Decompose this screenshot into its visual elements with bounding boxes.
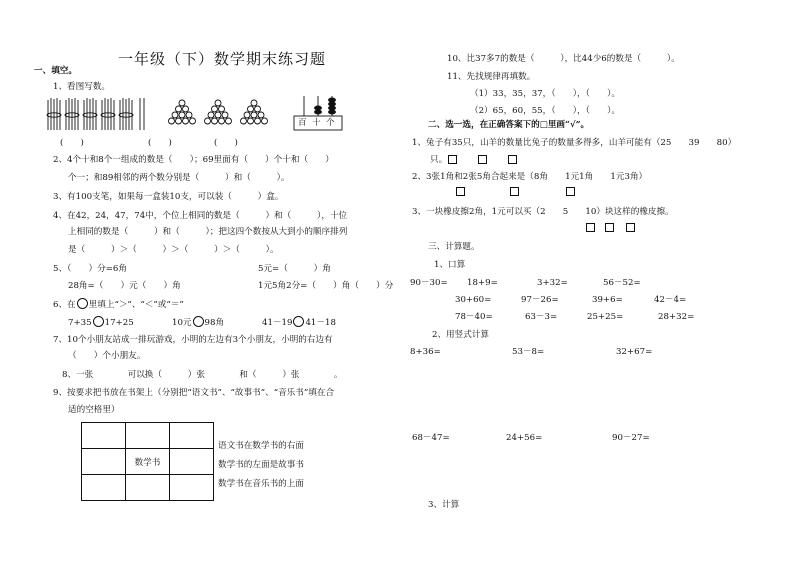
question-5-item-2: 5元=（ ）角: [258, 264, 331, 274]
checkbox-10[interactable]: [626, 223, 635, 232]
oral-item: 28+32=: [658, 312, 695, 322]
vertical-item: 32+67=: [616, 347, 653, 357]
vertical-item: 53－8=: [512, 347, 545, 357]
oral-item: 78－40=: [455, 312, 493, 322]
choice-2: 2、3张1角和2张5角合起来是（8角 1元1角 1元3角）: [412, 172, 648, 182]
section-3-heading: 三、计算题。: [428, 242, 480, 252]
checkbox-5[interactable]: [605, 223, 614, 232]
oral-item: 39+6=: [592, 295, 623, 305]
ball-pyramids-icon: [169, 100, 268, 124]
circle-blank-icon[interactable]: [193, 316, 204, 327]
shelf-cell[interactable]: [82, 423, 126, 449]
shelf-cell[interactable]: [170, 449, 214, 475]
section-2-heading: 二、选一选，在正确答案下的□里画“√”。: [428, 120, 590, 130]
circle-blank-icon[interactable]: [93, 316, 104, 327]
shelf-cell[interactable]: [82, 475, 126, 501]
compare-left: 7+35: [68, 318, 92, 328]
oral-item: 42－4=: [654, 295, 687, 305]
question-1: 1、看图写数。: [53, 82, 111, 92]
circle-blank-icon[interactable]: [293, 316, 304, 327]
oral-item: 18+9=: [467, 278, 498, 288]
oral-item: 63－3=: [525, 312, 558, 322]
vertical-item: 24+56=: [506, 433, 543, 443]
bookshelf-grid: [81, 422, 214, 501]
checkbox-2[interactable]: [586, 223, 595, 232]
checkbox-1-yuan-3-jiao[interactable]: [566, 187, 575, 196]
oral-item: 56－52=: [603, 278, 641, 288]
compare-item-3: [262, 316, 336, 329]
compare-left: 41－19: [262, 318, 293, 328]
question-5-item-4: 1元5角2分=（ ）角（ ）分: [258, 281, 394, 291]
question-7-line-2: （ ）个小朋友。: [68, 351, 146, 361]
checkbox-80[interactable]: [508, 155, 517, 164]
calc-3-heading: 3、计算: [428, 500, 460, 510]
shelf-cell[interactable]: [170, 423, 214, 449]
oral-item: 97－26=: [521, 295, 559, 305]
compare-right: 41－18: [305, 318, 336, 328]
shelf-clue-1: 语文书在数学书的右面: [218, 441, 304, 451]
question-11: 11、先找规律再填数。: [447, 72, 536, 82]
checkbox-25[interactable]: [448, 155, 457, 164]
question-5-item-1: 5、（ ）分=6角: [53, 264, 127, 274]
question-4-line-1: 4、在42，24，47，74中，个位上相同的数是（ ）和（ ），十位: [53, 211, 348, 221]
choice-3: 3、一块橡皮擦2角，1元可以买（2 5 10）块这样的橡皮擦。: [412, 207, 674, 217]
shelf-cell[interactable]: [82, 449, 126, 475]
question-11-part-1: （1）33，35，37，（ ），（ ）。: [470, 89, 620, 99]
question-4-line-3: 是（ ）＞（ ）＞（ ）＞（ ）。: [68, 245, 279, 255]
checkbox-39[interactable]: [478, 155, 487, 164]
page-title: 一年级（下）数学期末练习题: [118, 50, 327, 68]
question-4-line-2: 上相同的数是（ ）和（ ）；把这四个数按从大到小的顺序排列: [68, 227, 348, 237]
abacus-label-hundreds: 百: [298, 118, 307, 128]
question-10: 10、比37多7的数是（ ），比44少6的数是（ ）。: [447, 54, 680, 64]
question-9-line-1: 9、按要求把书放在书架上（分别把“语文书”、“故事书”、“音乐书”填在合: [53, 388, 335, 398]
shelf-cell[interactable]: [126, 475, 170, 501]
oral-item: 3+32=: [537, 278, 568, 288]
question-6-suffix: 里填上“＞”、“＜”或“＝”: [88, 300, 184, 310]
circle-blank-icon: [77, 298, 88, 309]
choice-1-line-2: 只。: [430, 155, 448, 165]
question-8: 8、一张 可以换（ ）张 和（ ）张 。: [62, 370, 343, 380]
vertical-item: 90－27=: [612, 433, 650, 443]
compare-item-2: [172, 316, 224, 329]
shelf-clue-3: 数学书在音乐书的上面: [218, 479, 304, 489]
abacus-label-tens: 十: [312, 118, 321, 128]
oral-item: 90－30=: [410, 278, 448, 288]
oral-item: 30+60=: [455, 295, 492, 305]
shelf-clue-2: 数学书的左面是故事书: [218, 460, 304, 470]
vertical-item: 8+36=: [410, 347, 441, 357]
answer-blank-3: ( ): [214, 138, 238, 148]
vertical-calc-heading: 2、用竖式计算: [432, 330, 490, 340]
section-1-heading: 一、填空。: [34, 66, 77, 76]
answer-blank-1: ( ): [60, 138, 84, 148]
abacus-label-ones: 个: [326, 118, 335, 128]
question-3: 3、有100支笔，如果每一盒装10支，可以装（ ）盒。: [53, 192, 284, 202]
choice-1-line-1: 1、兔子有35只，山羊的数量比兔子的数量多得多，山羊可能有（25 39 80）: [412, 138, 737, 148]
compare-left: 10元: [172, 318, 192, 328]
question-6: [53, 298, 184, 311]
question-6-prefix: 6、在: [53, 300, 76, 310]
question-9-line-2: 适的空格里）: [68, 405, 120, 415]
compare-right: 98角: [204, 318, 225, 328]
question-11-part-2: （2）65，60，55，（ ），（ ）。: [470, 106, 620, 116]
shelf-cell[interactable]: [170, 475, 214, 501]
question-2-line-1: 2、4个十和8个一组成的数是（ ）；69里面有（ ）个十和（ ）: [53, 155, 334, 165]
counting-pictures: [46, 96, 366, 136]
shelf-cell[interactable]: [126, 423, 170, 449]
compare-right: 17+25: [104, 318, 134, 328]
shelf-cell-math-book: 数学书: [126, 449, 170, 475]
stick-bundles-icon: [47, 98, 144, 130]
checkbox-1-yuan-1-jiao[interactable]: [510, 187, 519, 196]
vertical-item: 68－47=: [412, 433, 450, 443]
compare-item-1: [68, 316, 134, 329]
question-2-line-2: 个一；和89相邻的两个数分别是（ ）和（ ）。: [68, 173, 290, 183]
oral-item: 25+25=: [587, 312, 624, 322]
answer-blank-2: ( ): [148, 138, 172, 148]
oral-calc-heading: 1、口算: [434, 260, 466, 270]
question-7-line-1: 7、10个小朋友站成一排玩游戏，小明的左边有3个小朋友，小明的右边有: [53, 335, 333, 345]
question-5-item-3: 28角=（ ）元（ ）角: [68, 281, 181, 291]
checkbox-8-jiao[interactable]: [456, 187, 465, 196]
